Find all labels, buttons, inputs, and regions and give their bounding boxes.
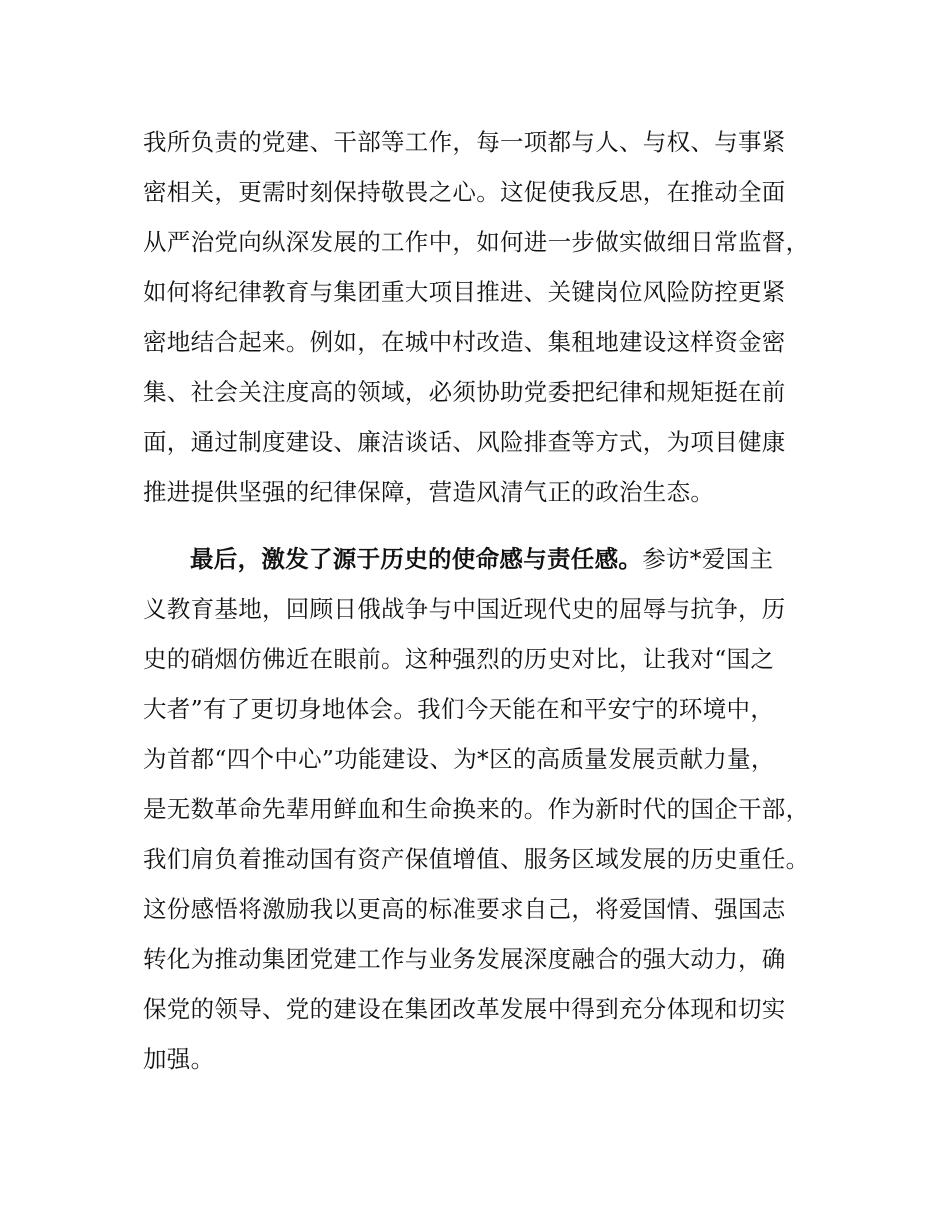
paragraph-1-line: 我所负责的党建、干部等工作，每一项都与人、与权、与事紧 <box>143 128 786 156</box>
paragraph-1-line: 面，通过制度建设、廉洁谈话、风险排查等方式，为项目健康 <box>143 428 786 456</box>
paragraph-2-line: 加强。 <box>143 1045 215 1073</box>
paragraph-2-first-line-text: 参访*爱国主 <box>642 545 774 573</box>
paragraph-2-line: 我们肩负着推动国有资产保值增值、服务区域发展的历史重任。 <box>143 845 810 873</box>
paragraph-1-line: 集、社会关注度高的领域，必须协助党委把纪律和规矩挺在前 <box>143 378 786 406</box>
paragraph-1-line: 密地结合起来。例如，在城中村改造、集租地建设这样资金密 <box>143 328 786 356</box>
paragraph-1-line: 从严治党向纵深发展的工作中，如何进一步做实做细日常监督， <box>143 228 810 256</box>
paragraph-1-line: 密相关，更需时刻保持敬畏之心。这促使我反思，在推动全面 <box>143 178 786 206</box>
paragraph-1-line: 如何将纪律教育与集团重大项目推进、关键岗位风险防控更紧 <box>143 278 786 306</box>
paragraph-2-line: 为首都“四个中心”功能建设、为*区的高质量发展贡献力量， <box>143 745 775 773</box>
paragraph-2-line: 义教育基地，回顾日俄战争与中国近现代史的屈辱与抗争，历 <box>143 595 786 623</box>
paragraph-1-line: 推进提供坚强的纪律保障，营造风清气正的政治生态。 <box>143 478 715 506</box>
paragraph-2-line: 转化为推动集团党建工作与业务发展深度融合的强大动力，确 <box>143 945 786 973</box>
paragraph-2-line: 保党的领导、党的建设在集团改革发展中得到充分体现和切实 <box>143 995 786 1023</box>
paragraph-2-line: 史的硝烟仿佛近在眼前。这种强烈的历史对比，让我对“国之 <box>143 645 775 673</box>
paragraph-2-heading: 最后，激发了源于历史的使命感与责任感。 <box>190 545 643 573</box>
paragraph-2-line: 这份感悟将激励我以更高的标准要求自己，将爱国情、强国志 <box>143 895 786 923</box>
paragraph-2-first-line <box>190 539 773 579</box>
paragraph-2-line: 大者”有了更切身地体会。我们今天能在和平安宁的环境中， <box>143 695 775 723</box>
paragraph-2-line: 是无数革命先辈用鲜血和生命换来的。作为新时代的国企干部， <box>143 795 810 823</box>
